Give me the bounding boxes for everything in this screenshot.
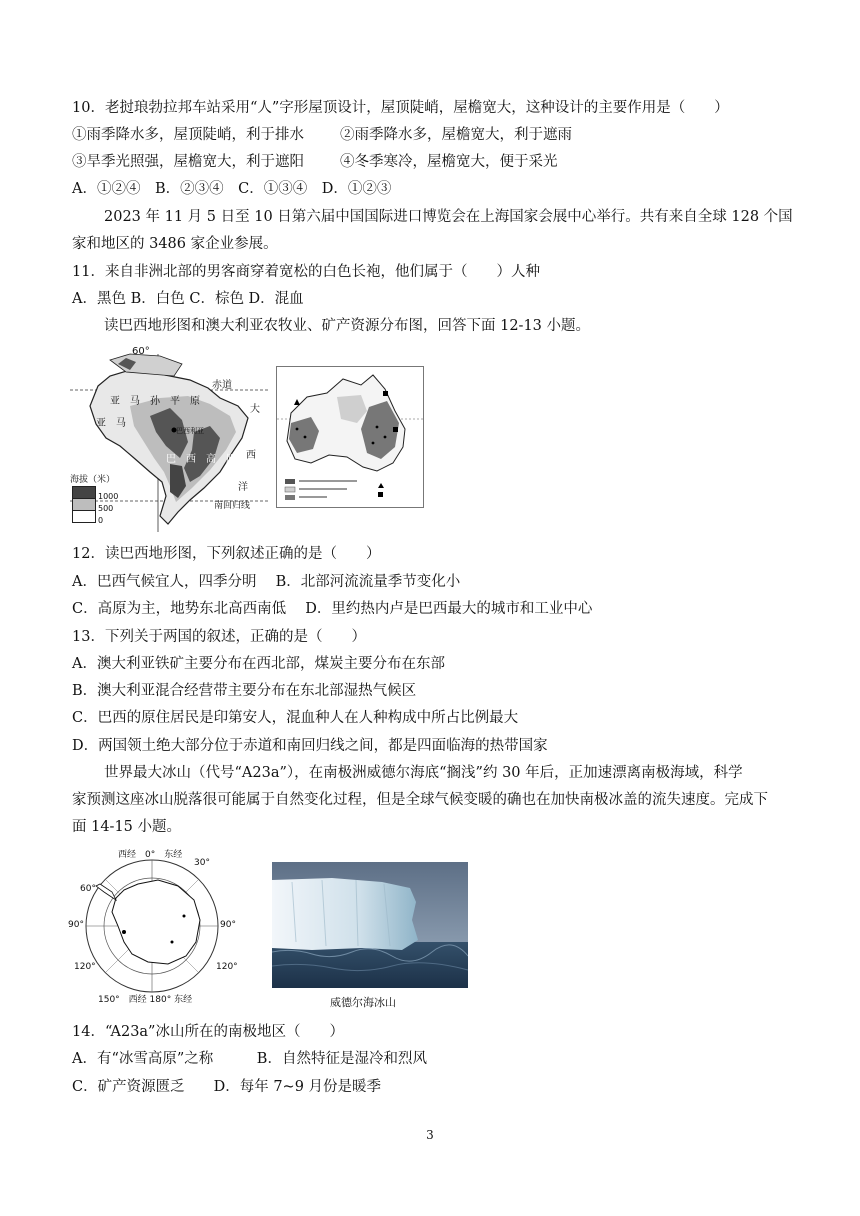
brazil-map-ocean-3: 洋	[238, 482, 248, 493]
q13-option-c: C．巴西的原住居民是印第安人，混血种人在人种构成中所占比例最大	[72, 710, 519, 726]
brazil-map-amazon-label2: 亚 马	[96, 418, 126, 429]
brazil-intro: 读巴西地形图和澳大利亚农牧业、矿产资源分布图，回答下面 12-13 小题。	[104, 318, 591, 334]
q10-options-row1	[72, 124, 572, 146]
q13-stem: 13．下列关于两国的叙述，正确的是（ ）	[72, 629, 366, 645]
brazil-map-brasilia: 巴西利亚	[176, 427, 204, 435]
weddell-iceberg-photo	[272, 862, 468, 988]
q11-stem: 11．来自非洲北部的男客商穿着宽松的白色长袍，他们属于（ ）人种	[72, 264, 540, 280]
q10-stem: 10．老挝琅勃拉邦车站采用“人”字形屋顶设计，屋顶陡峭，屋檐宽大，这种设计的主要作用是（ ）	[72, 100, 729, 116]
legend-0: 0	[98, 516, 104, 525]
q14-options-cd: C．矿产资源匮乏 D．每年 7~9 月份是暖季	[72, 1079, 382, 1095]
photo-caption: 威德尔海冰山	[330, 996, 396, 1009]
q10-option-4: ④冬季寒冷，屋檐宽大，便于采光	[340, 154, 558, 170]
expo-intro-line2: 家和地区的 3486 家企业参展。	[72, 236, 278, 252]
q14-stem: 14．“A23a”冰山所在的南极地区（ ）	[72, 1024, 344, 1040]
iceberg-intro-line2: 家预测这座冰山脱落很可能属于自然变化过程，但是全球气候变暖的确也在加快南极冰盖的流失速度。完成下	[72, 792, 768, 808]
q10-choices: A．①②④ B．②③④ C．①③④ D．①②③	[72, 181, 392, 197]
iceberg-intro-line3: 面 14-15 小题。	[72, 819, 182, 835]
polar-map-120-right: 120°	[216, 962, 238, 972]
iceberg-intro-line1: 世界最大冰山（代号“A23a”），在南极洲威德尔海底“搁浅”约 30 年后，正加速漂离南极海域，科学	[104, 765, 743, 781]
q14-options-ab: A．有“冰雪高原”之称 B．自然特征是湿冷和烈风	[72, 1051, 427, 1067]
brazil-map-tropic: 南回归线	[214, 501, 251, 511]
brazil-map-ocean-2: 西	[246, 450, 256, 461]
q13-option-b: B．澳大利亚混合经营带主要分布在东北部湿热气候区	[72, 683, 417, 699]
brazil-map-amazon-plain: 亚 马 孙 平 原	[110, 396, 200, 407]
q11-choices: A．黑色 B．白色 C．棕色 D．混血	[72, 291, 304, 307]
antarctic-polar-map	[68, 846, 240, 1006]
polar-map-30: 30°	[194, 858, 210, 868]
q13-option-d: D．两国领土绝大部分位于赤道和南回归线之间，都是四面临海的热带国家	[72, 738, 548, 754]
q10-option-3: ③旱季光照强，屋檐宽大，利于遮阳	[72, 154, 304, 170]
polar-map-bottom-label: 150° 西经 180° 东经	[98, 995, 193, 1005]
australia-resource-map	[276, 366, 424, 508]
q10-options-row2	[72, 151, 558, 173]
brazil-map-degree: 60°	[132, 346, 150, 357]
polar-map-90-right: 90°	[220, 920, 236, 930]
q13-option-a: A．澳大利亚铁矿主要分布在西北部，煤炭主要分布在东部	[72, 656, 445, 672]
polar-map-top-label: 西经 0° 东经	[118, 850, 183, 860]
brazil-map-ocean-1: 大	[250, 404, 260, 415]
legend-500: 500	[98, 504, 114, 513]
brazil-terrain-map	[70, 346, 270, 532]
brazil-map-plateau: 巴 西 高 原	[166, 454, 236, 465]
q10-option-2: ②雨季降水多，屋檐宽大，利于遮雨	[340, 127, 572, 143]
q12-options-ab: A．巴西气候宜人，四季分明 B．北部河流流量季节变化小	[72, 574, 461, 590]
legend-1000: 1000	[98, 492, 119, 501]
brazil-map-equator: 赤道	[212, 380, 232, 391]
q10-option-1: ①雨季降水多，屋顶陡峭，利于排水	[72, 127, 304, 143]
polar-map-90: 90°	[68, 920, 84, 930]
page-number: 3	[426, 1128, 434, 1142]
q12-stem: 12．读巴西地形图，下列叙述正确的是（ ）	[72, 546, 381, 562]
expo-intro-line1: 2023 年 11 月 5 日至 10 日第六届中国国际进口博览会在上海国家会展中心举行。共有来自全球 128 个国	[104, 209, 793, 225]
polar-map-120: 120°	[74, 962, 96, 972]
brazil-legend-title: 海拔（米）	[70, 475, 116, 485]
legend-swatch-low	[72, 510, 96, 523]
polar-map-60: 60°	[80, 884, 96, 894]
q12-options-cd: C．高原为主，地势东北高西南低 D．里约热内卢是巴西最大的城市和工业中心	[72, 601, 593, 617]
